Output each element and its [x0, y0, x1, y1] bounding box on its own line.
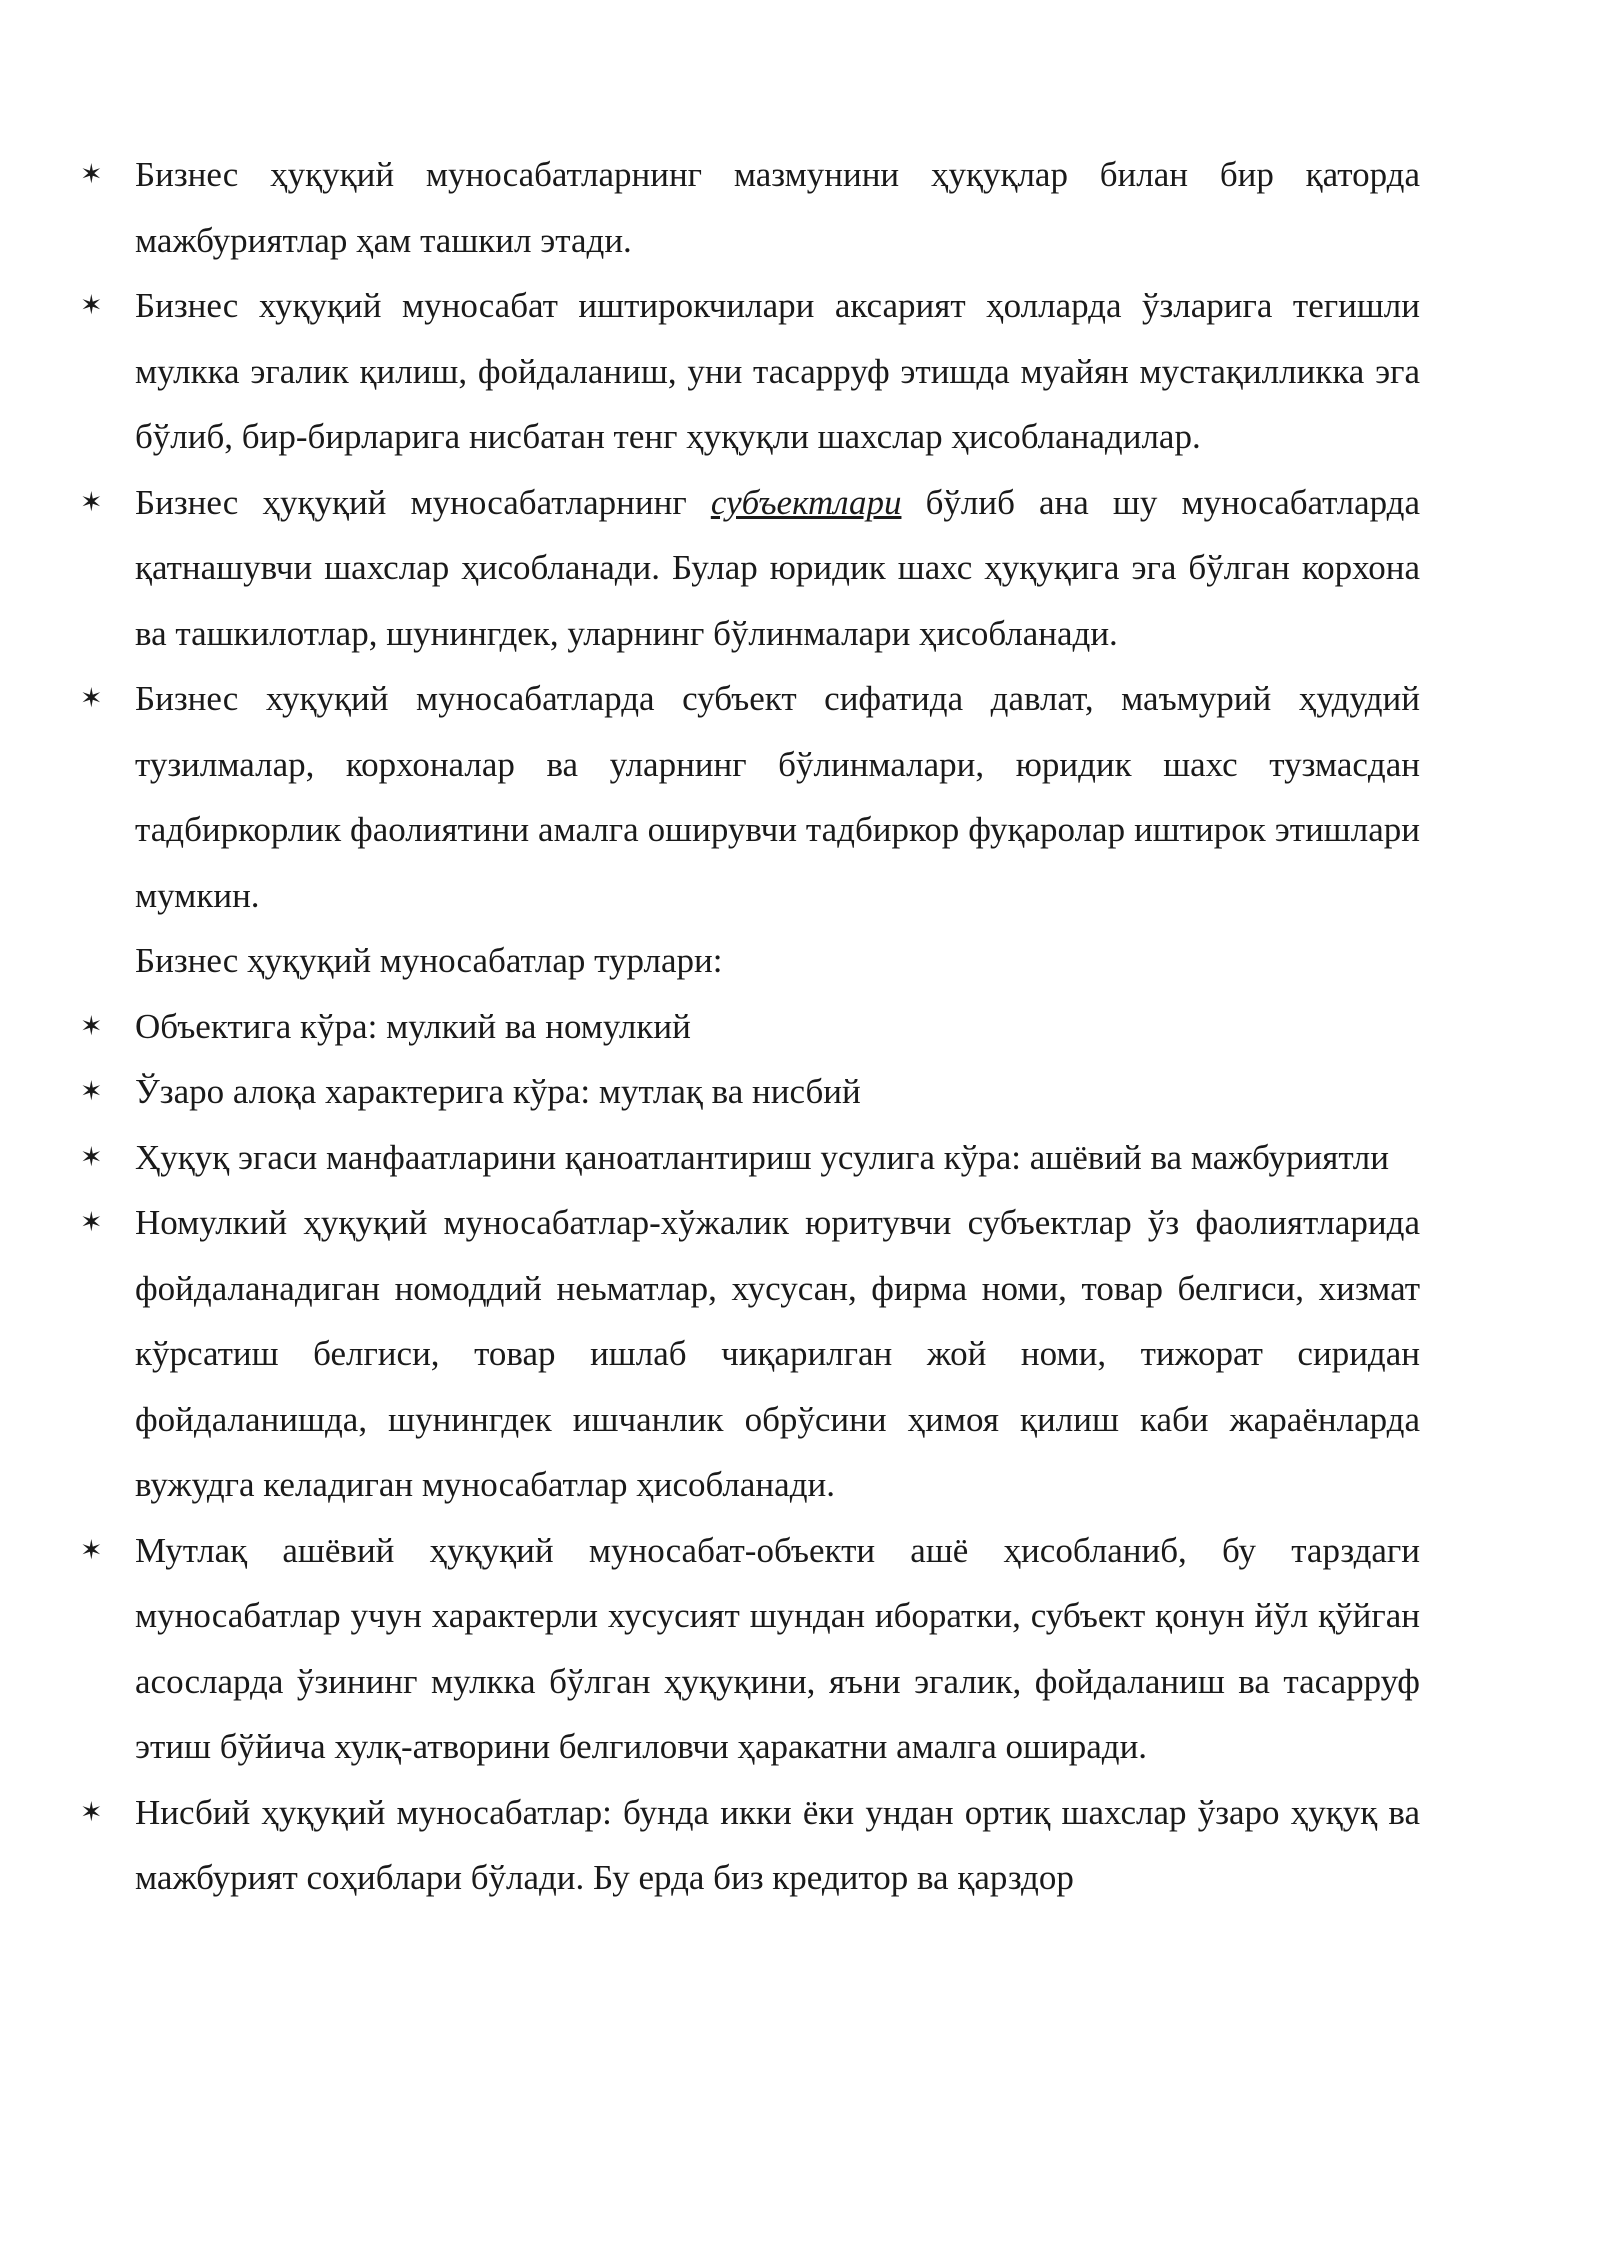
paragraph-text: Объектига кўра: мулкий ва номулкий [135, 1006, 691, 1046]
paragraph-text: Бизнес ҳуқуқий муносабатларнинг мазмунини ҳуқуқлар билан бир қаторда мажбуриятлар ҳам ташкил этади. [135, 155, 1420, 260]
paragraph-text [135, 483, 1420, 653]
list-item [80, 1190, 1420, 1518]
paragraph-text: Бизнес хуқуқий муносабат иштирокчилари аксарият ҳолларда ўзларига тегишли мулкка эгалик қилиш, фойдаланиш, уни тасарруф этишда муайян мустақилликка эга бўлиб, бир-бирларига нисбатан тенг ҳуқуқли шахслар ҳисобланадилар. [135, 286, 1420, 456]
paragraph-text: Ўзаро алоқа характерига кўра: мутлақ ва нисбий [135, 1072, 861, 1111]
star-bullet-icon: ✶ [80, 1141, 103, 1173]
paragraph-text: Нисбий ҳуқуқий муносабатлар: бунда икки ёки ундан ортиқ шахслар ўзаро ҳуқуқ ва мажбурият соҳиблари бўлади. Бу ерда биз кредитор ва қарздор [135, 1792, 1420, 1897]
list-item [80, 1780, 1420, 1911]
star-bullet-icon: ✶ [80, 486, 103, 518]
list-item [80, 142, 1420, 273]
paragraph-text-start: Бизнес ҳуқуқий муносабатларнинг [135, 482, 711, 522]
star-bullet-icon: ✶ [80, 1796, 103, 1828]
list-item [80, 470, 1420, 667]
list-item [80, 1059, 1420, 1125]
star-bullet-icon: ✶ [80, 1207, 103, 1238]
star-bullet-icon: ✶ [80, 683, 103, 714]
paragraph-text: Мутлақ ашёвий ҳуқуқий муносабат-объекти ашё ҳисобланиб, бу тарздаги муносабатлар учун характерли хусусият шундан иборатки, субъект қонун йўл қўйган асосларда ўзининг мулкка бўлган ҳуқуқини, яъни эгалик, фойдаланиш ва тасарруф этиш бўйича хулқ-атворини белгиловчи ҳаракатни амалга оширади. [135, 1530, 1420, 1766]
list-item [80, 273, 1420, 470]
paragraph-text-end: бўлиб ана шу муносабатларда қатнашувчи шахслар ҳисобланади. Булар юридик шахс ҳуқуқига эга бўлган корхона ва ташкилотлар, шунингдек, уларнинг бўлинмалари ҳисобланади. [135, 482, 1420, 653]
paragraph-text: Номулкий ҳуқуқий муносабатлар-хўжалик юритувчи субъектлар ўз фаолиятларида фойдаланадиган номоддий неьматлар, хусусан, фирма номи, товар белгиси, хизмат кўрсатиш белгиси, товар ишлаб чиқарилган жой номи, тижорат сиридан фойдаланишда, шунингдек ишчанлик обрўсини ҳимоя қилиш каби жараёнларда вужудга келадиган муносабатлар ҳисобланади. [135, 1203, 1420, 1504]
paragraph-text: Бизнес хуқуқий муносабатларда субъект сифатида давлат, маъмурий ҳудудий тузилмалар, корхоналар ва уларнинг бўлинмалари, юридик шахс тузмасдан тадбиркорлик фаолиятини амалга оширувчи тадбиркор фуқаролар иштирок этишлари мумкин. [135, 679, 1420, 915]
paragraph-text: Ҳуқуқ эгаси манфаатларини қаноатлантириш усулига кўра: ашёвий ва мажбуриятли [135, 1137, 1389, 1177]
document-body [80, 142, 1420, 1911]
list-item [80, 994, 1420, 1060]
emphasized-term: субъектлари [710, 482, 902, 522]
star-bullet-icon: ✶ [80, 1534, 103, 1566]
star-bullet-icon: ✶ [80, 290, 103, 321]
star-bullet-icon: ✶ [80, 1076, 103, 1107]
list-item [80, 1125, 1420, 1191]
list-item [80, 666, 1420, 928]
star-bullet-icon: ✶ [80, 159, 103, 190]
star-bullet-icon: ✶ [80, 1010, 103, 1042]
section-heading: Бизнес ҳуқуқий муносабатлар турлари: [135, 941, 723, 980]
list-item [80, 1518, 1420, 1780]
